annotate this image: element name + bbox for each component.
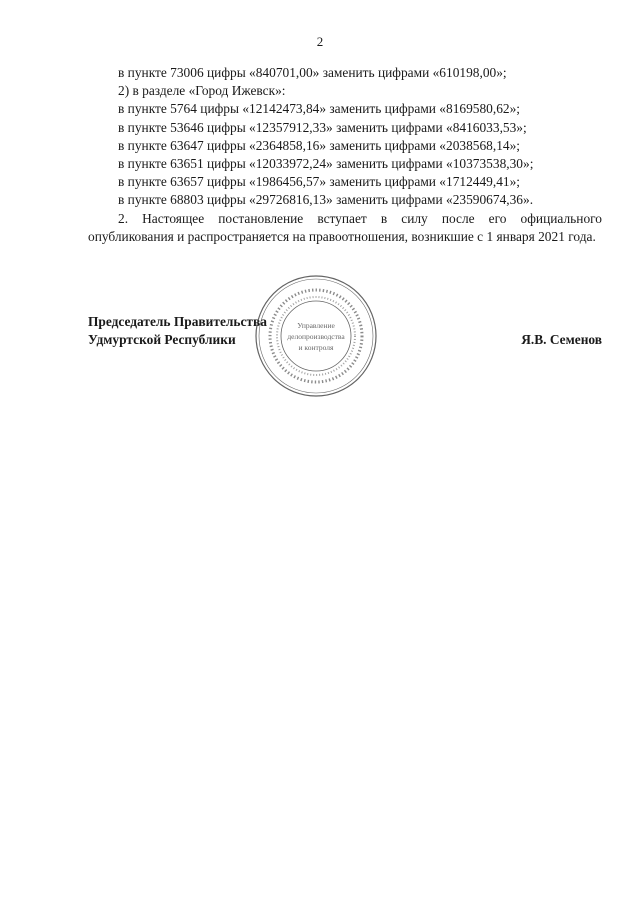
document-body	[88, 64, 602, 246]
effective-date-paragraph: 2. Настоящее постановление вступает в силу после его официального опубликования и распространяется на правоотношения, возникшие с 1 января 2021 года.	[88, 210, 602, 244]
amendment-line: в пункте 5764 цифры «12142473,84» заменить цифрами «8169580,62»;	[118, 101, 521, 117]
amendment-line: в пункте 73006 цифры «840701,00» заменить цифрами «610198,00»;	[118, 65, 507, 80]
seal-center-text-1: Управление	[297, 321, 335, 330]
signer-name: Я.В. Семенов	[521, 332, 602, 348]
seal-center-text-2: делопроизводства	[287, 332, 345, 341]
seal-center-text-3: и контроля	[298, 343, 334, 352]
official-seal-stamp	[254, 274, 378, 398]
amendment-line: в пункте 63647 цифры «2364858,16» заменить цифрами «2038568,14»;	[118, 137, 521, 153]
amendment-line: в пункте 63651 цифры «12033972,24» заменить цифрами «10373538,30»;	[118, 156, 534, 172]
signer-title-line-1: Председатель Правительства	[88, 314, 267, 329]
amendment-line: в пункте 53646 цифры «12357912,33» заменить цифрами «8416033,53»;	[118, 119, 527, 135]
page-number: 2	[316, 34, 324, 49]
section-heading: 2) в разделе «Город Ижевск»:	[118, 83, 286, 99]
amendment-line: в пункте 63657 цифры «1986456,57» заменить цифрами «1712449,41»;	[118, 174, 521, 190]
amendment-line: в пункте 68803 цифры «29726816,13» заменить цифрами «23590674,36».	[118, 192, 534, 208]
signer-title-line-2: Удмуртской Республики	[88, 332, 236, 348]
